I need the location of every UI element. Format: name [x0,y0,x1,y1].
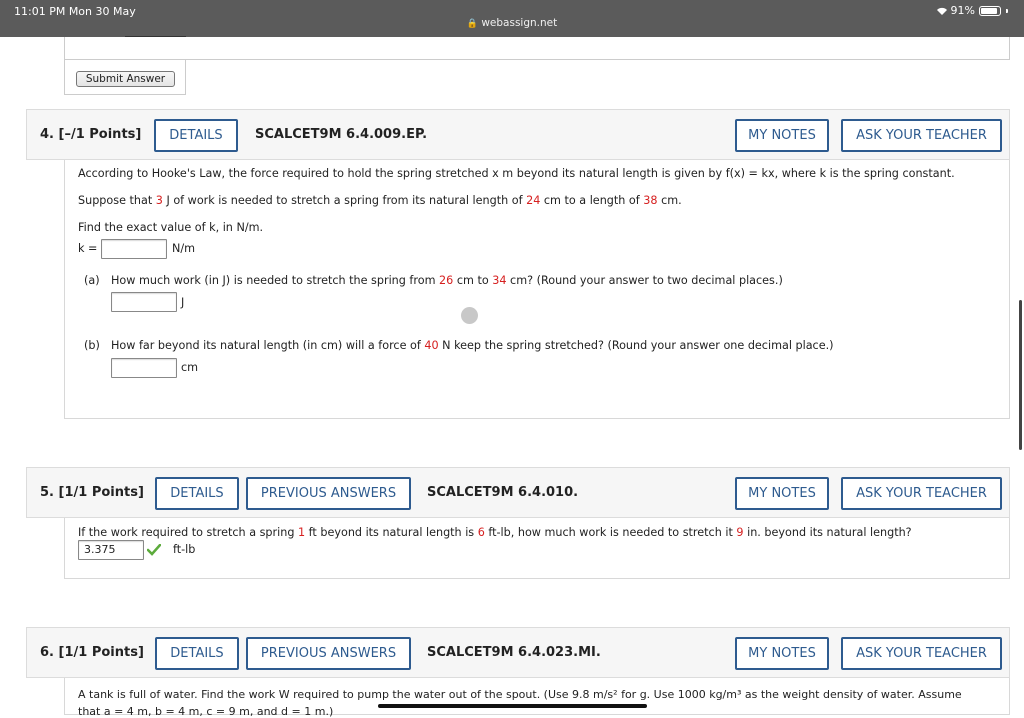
previous-answer-underline [125,36,186,37]
q4b-label: (b) [84,339,100,352]
q6-details-button[interactable]: DETAILS [155,637,239,670]
q4b-input[interactable] [111,358,177,378]
home-indicator[interactable] [378,704,647,708]
q4-ask-teacher-button[interactable]: ASK YOUR TEACHER [841,119,1002,152]
q6-ask-teacher-button[interactable]: ASK YOUR TEACHER [841,637,1002,670]
q4a-input[interactable] [111,292,177,312]
question-5-number: 5. [1/1 Points] [40,485,144,500]
url-text: webassign.net [481,17,558,29]
q5-code: SCALCET9M 6.4.010. [427,485,579,500]
question-6-number: 6. [1/1 Points] [40,645,144,660]
pointer-cursor [461,307,478,324]
q5-previous-answers-button[interactable]: PREVIOUS ANSWERS [246,477,411,510]
q4-details-button[interactable]: DETAILS [154,119,238,152]
q6-code: SCALCET9M 6.4.023.MI. [427,645,601,660]
q4-my-notes-button[interactable]: MY NOTES [735,119,829,152]
q6-line-2: that a = 4 m, b = 4 m, c = 9 m, and d = 1 m.) [78,705,334,718]
lock-icon: 🔒 [466,19,478,29]
url-bar[interactable] [0,17,1024,29]
q4a-unit: J [181,296,185,309]
status-time: 11:01 PM Mon 30 May [14,5,136,18]
q4a-question: How much work (in J) is needed to stretch the spring from 26 cm to 34 cm? (Round your answer to two decimal places.) [111,274,783,287]
q4b-question: How far beyond its natural length (in cm) will a force of 40 N keep the spring stretched? (Round your answer one decimal place.) [111,339,834,352]
q5-my-notes-button[interactable]: MY NOTES [735,477,829,510]
q6-my-notes-button[interactable]: MY NOTES [735,637,829,670]
question-5-header [26,467,1010,518]
scrollbar[interactable] [1019,300,1022,450]
q5-answer-input[interactable]: 3.375 [78,540,144,560]
correct-check-icon [147,544,161,556]
q4-code: SCALCET9M 6.4.009.EP. [255,127,428,142]
battery-icon [979,6,1001,16]
status-bar [0,0,1024,37]
question-4-number: 4. [–/1 Points] [40,127,142,142]
q4b-unit: cm [181,361,199,374]
q5-unit: ft-lb [173,543,196,556]
previous-question-box [64,37,1010,60]
battery-percent: 91% [950,4,975,17]
question-4-header [26,109,1010,160]
question-6-header [26,627,1010,678]
q4-line-3: Find the exact value of k, in N/m. [78,221,264,234]
q4-k-unit: N/m [172,242,196,255]
q4-line-1: According to Hooke's Law, the force required to hold the spring stretched x m beyond its natural length is given by f(x) = kx, where k is the spring constant. [78,167,955,180]
q4-k-input[interactable] [101,239,167,259]
q5-details-button[interactable]: DETAILS [155,477,239,510]
q4-line-2: Suppose that 3 J of work is needed to stretch a spring from its natural length of 24 cm to a length of 38 cm. [78,194,682,207]
q5-ask-teacher-button[interactable]: ASK YOUR TEACHER [841,477,1002,510]
wifi-icon [937,7,947,15]
q5-question: If the work required to stretch a spring 1 ft beyond its natural length is 6 ft-lb, how much work is needed to stretch it 9 in. beyond its natural length? [78,526,912,539]
q6-previous-answers-button[interactable]: PREVIOUS ANSWERS [246,637,411,670]
q4a-label: (a) [84,274,100,287]
battery-status [937,4,1008,17]
submit-answer-button[interactable]: Submit Answer [76,71,175,87]
q4-k-label: k = [78,242,98,255]
q6-line-1: A tank is full of water. Find the work W required to pump the water out of the spout. (Use 9.8 m/s² for g. Use 1000 kg/m³ as the weight density of water. Assume [78,688,962,701]
